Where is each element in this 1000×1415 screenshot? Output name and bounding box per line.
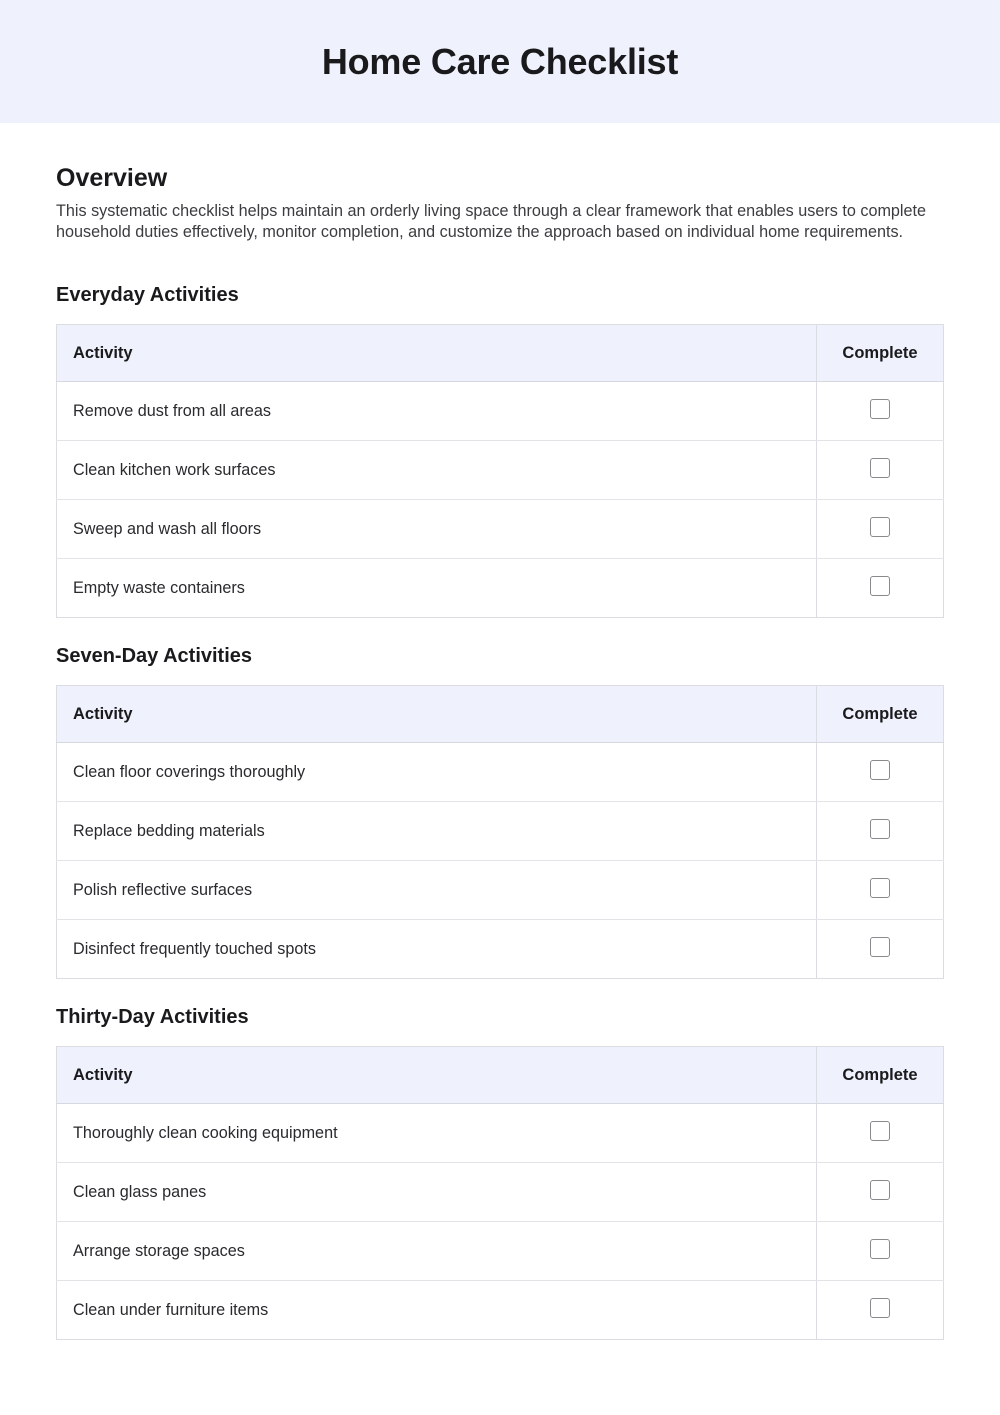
table-row: [57, 382, 944, 441]
table-row: [57, 802, 944, 861]
complete-checkbox[interactable]: [870, 760, 890, 780]
table-header-row: [57, 1047, 944, 1104]
column-header-activity: Activity: [57, 325, 817, 382]
table-row: [57, 500, 944, 559]
complete-cell: [817, 1281, 944, 1340]
seven-day-activities-table: [56, 685, 944, 979]
complete-cell: [817, 920, 944, 979]
everyday-activities-table: [56, 324, 944, 618]
complete-checkbox[interactable]: [870, 1121, 890, 1141]
complete-checkbox[interactable]: [870, 819, 890, 839]
column-header-complete: Complete: [817, 1047, 944, 1104]
complete-cell: [817, 441, 944, 500]
activity-cell: Empty waste containers: [73, 578, 245, 597]
page-title: Home Care Checklist: [321, 40, 679, 82]
table-row: [57, 1222, 944, 1281]
activity-cell: Clean floor coverings thoroughly: [57, 743, 817, 802]
table-header-row: [57, 686, 944, 743]
overview-heading: Overview: [56, 164, 168, 192]
table-row: [57, 1104, 944, 1163]
complete-checkbox[interactable]: [870, 517, 890, 537]
activity-cell: Arrange storage spaces: [57, 1222, 817, 1281]
complete-checkbox[interactable]: [870, 399, 890, 419]
thirty-day-activities-table: [56, 1046, 944, 1340]
complete-cell: [817, 1163, 944, 1222]
table-row: [57, 559, 944, 618]
table-row: [57, 441, 944, 500]
activity-cell: Clean kitchen work surfaces: [57, 441, 817, 500]
activity-cell: Polish reflective surfaces: [57, 861, 817, 920]
complete-checkbox[interactable]: [870, 1180, 890, 1200]
table-row: [57, 1163, 944, 1222]
activity-cell: Remove dust from all areas: [57, 382, 817, 441]
complete-cell: [817, 1104, 944, 1163]
activity-cell: Disinfect frequently touched spots: [73, 939, 316, 958]
table-row: [57, 1281, 944, 1340]
section-title-seven-day: Seven-Day Activities: [56, 645, 253, 667]
section-title-everyday: Everyday Activities: [56, 284, 239, 306]
complete-checkbox[interactable]: [870, 937, 890, 957]
activity-cell: Clean glass panes: [57, 1163, 817, 1222]
table-row: [57, 743, 944, 802]
complete-checkbox[interactable]: [870, 878, 890, 898]
column-header-complete: Complete: [817, 686, 944, 743]
complete-cell: [817, 743, 944, 802]
table-row: [57, 861, 944, 920]
complete-cell: [817, 1222, 944, 1281]
complete-cell: [817, 500, 944, 559]
complete-cell: [817, 861, 944, 920]
page-content: [0, 163, 1000, 1340]
complete-checkbox[interactable]: [870, 1239, 890, 1259]
complete-cell: [817, 382, 944, 441]
activity-cell: Clean under furniture items: [73, 1300, 269, 1319]
complete-checkbox[interactable]: [870, 1298, 890, 1318]
complete-checkbox[interactable]: [870, 576, 890, 596]
section-title-thirty-day: Thirty-Day Activities: [56, 1006, 249, 1028]
complete-cell: [817, 559, 944, 618]
table-row: [57, 920, 944, 979]
overview-text: This systematic checklist helps maintain an orderly living space through a clear framework that enables users to complete household duties effectively, monitor completion, and customize the approach based on individual home requirements.: [56, 202, 927, 241]
column-header-complete: Complete: [817, 325, 944, 382]
page-header: [0, 0, 1000, 123]
activity-cell: Thoroughly clean cooking equipment: [57, 1104, 817, 1163]
column-header-activity: Activity: [57, 1047, 817, 1104]
column-header-activity: Activity: [57, 686, 817, 743]
complete-cell: [817, 802, 944, 861]
activity-cell: Sweep and wash all floors: [57, 500, 817, 559]
table-header-row: [57, 325, 944, 382]
activity-cell: Replace bedding materials: [57, 802, 817, 861]
complete-checkbox[interactable]: [870, 458, 890, 478]
